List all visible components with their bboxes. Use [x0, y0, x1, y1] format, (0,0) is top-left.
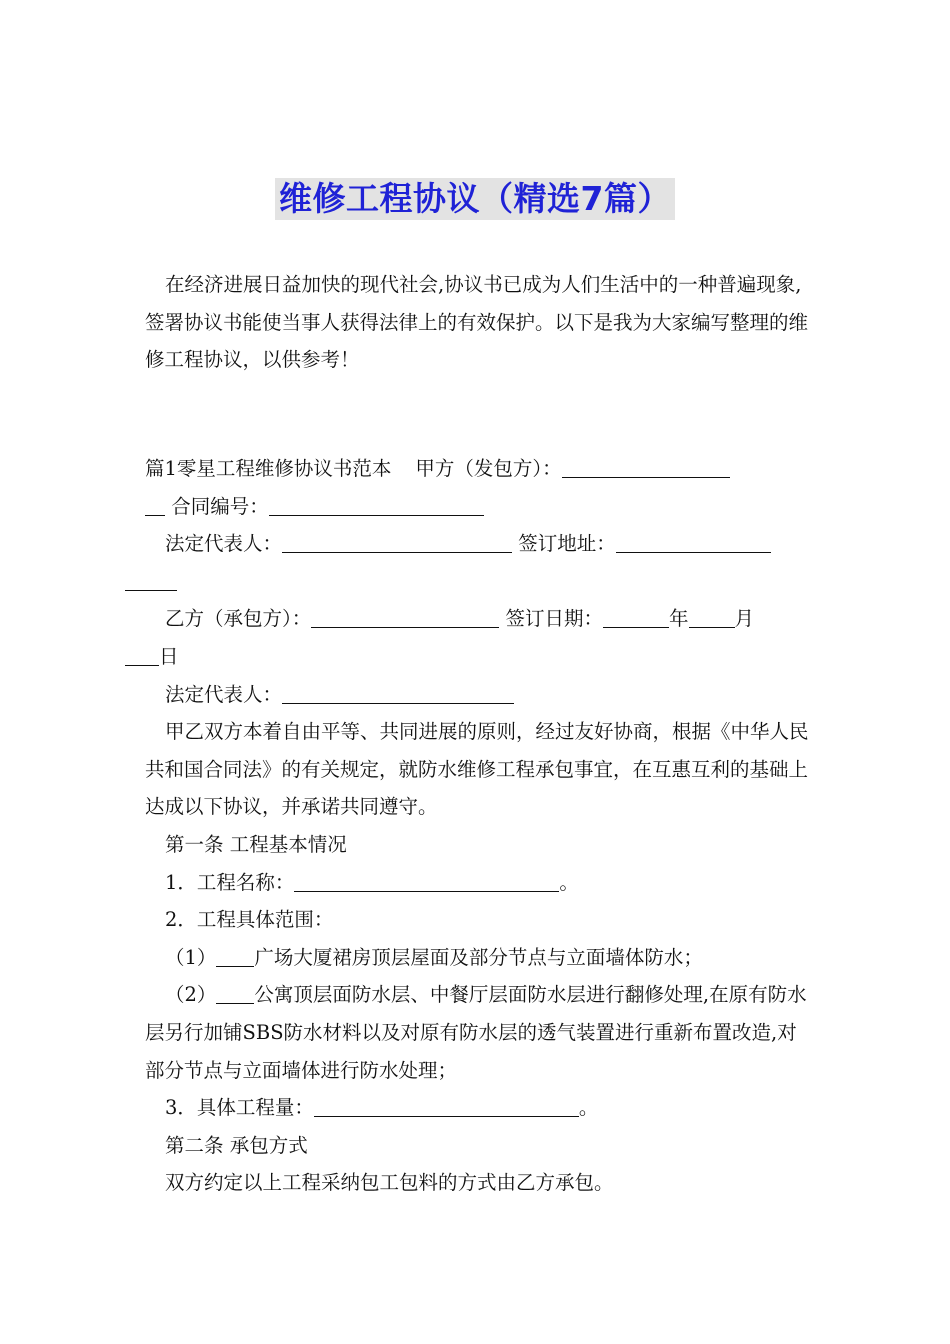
item-1-line — [145, 864, 815, 902]
sub-2-prefix: （2） — [165, 983, 217, 1007]
project-name-blank — [294, 871, 559, 892]
party-a-blank-cont — [145, 495, 165, 516]
legal-rep-line — [145, 525, 815, 600]
year-blank — [603, 608, 669, 629]
intro-block — [145, 266, 815, 379]
party-b-line — [145, 600, 815, 675]
legal-rep-b-line — [145, 676, 815, 714]
article-2-heading: 第二条 承包方式 — [165, 1133, 308, 1157]
sign-place-label: 签订地址： — [518, 532, 616, 556]
item-3-label: 3．具体工程量： — [165, 1096, 314, 1120]
item-3-end: 。 — [578, 1096, 599, 1120]
sign-place-blank-cont — [125, 570, 177, 591]
month-blank — [689, 608, 735, 629]
day-blank — [125, 645, 159, 666]
quantity-blank — [314, 1097, 579, 1118]
intro-paragraph: 在经济进展日益加快的现代社会,协议书已成为人们生活中的一种普遍现象,签署协议书能使当事人获得法律上的有效保护。以下是我为大家编写整理的维修工程协议，以供参考！ — [145, 273, 809, 372]
party-a-label: 甲方（发包方）： — [415, 457, 562, 480]
party-b-blank — [311, 608, 499, 629]
sub-1-text: 广场大厦裙房顶层屋面及部分节点与立面墙体防水； — [254, 945, 703, 969]
document-title: 维修工程协议（精选7篇） — [275, 178, 675, 220]
month-label: 月 — [734, 607, 755, 631]
day-label: 日 — [159, 644, 179, 668]
legal-rep-label: 法定代表人： — [165, 532, 283, 556]
legal-rep-b-label: 法定代表人： — [165, 682, 283, 706]
contract-no-label: 合同编号： — [171, 494, 269, 518]
sub-item-2 — [145, 976, 815, 1089]
article-1-heading: 第一条 工程基本情况 — [165, 832, 347, 856]
item-1-label: 1．工程名称： — [165, 870, 295, 894]
sub-2-blank — [216, 984, 254, 1005]
section-1 — [145, 450, 815, 1202]
item-3-line — [145, 1089, 815, 1127]
party-b-label: 乙方（承包方）： — [165, 607, 312, 631]
legal-rep-blank — [282, 533, 512, 554]
title-wrap — [0, 178, 950, 220]
item-1-end: 。 — [559, 870, 579, 894]
year-label: 年 — [668, 607, 689, 631]
contract-no-blank — [269, 495, 484, 516]
section-heading: 篇1零星工程维修协议书范本 — [145, 457, 392, 480]
sub-1-blank — [216, 946, 254, 967]
party-a-blank — [562, 458, 730, 479]
sign-date-label: 签订日期： — [505, 607, 603, 631]
sub-2-text: 公寓顶层面防水层、中餐厅层面防水层进行翻修处理,在原有防水层另行加铺SBS防水材料以及对原有防水层的透气装置进行重新布置改造,对部分节点与立面墙体进行防水处理； — [145, 983, 807, 1082]
preamble-paragraph: 甲乙双方本着自由平等、共同进展的原则，经过友好协商，根据《中华人民共和国合同法》的有关规定，就防水维修工程承包事宜，在互惠互利的基础上达成以下协议，并承诺共同遵守。 — [145, 720, 809, 819]
legal-rep-b-blank — [282, 683, 514, 704]
sub-1-prefix: （1） — [165, 945, 217, 969]
article-2-text: 双方约定以上工程采纳包工包料的方式由乙方承包。 — [165, 1171, 614, 1195]
item-2-line: 2．工程具体范围： — [165, 908, 334, 932]
sub-item-1 — [145, 939, 815, 977]
section-heading-line — [145, 450, 815, 525]
sign-place-blank — [616, 533, 771, 554]
